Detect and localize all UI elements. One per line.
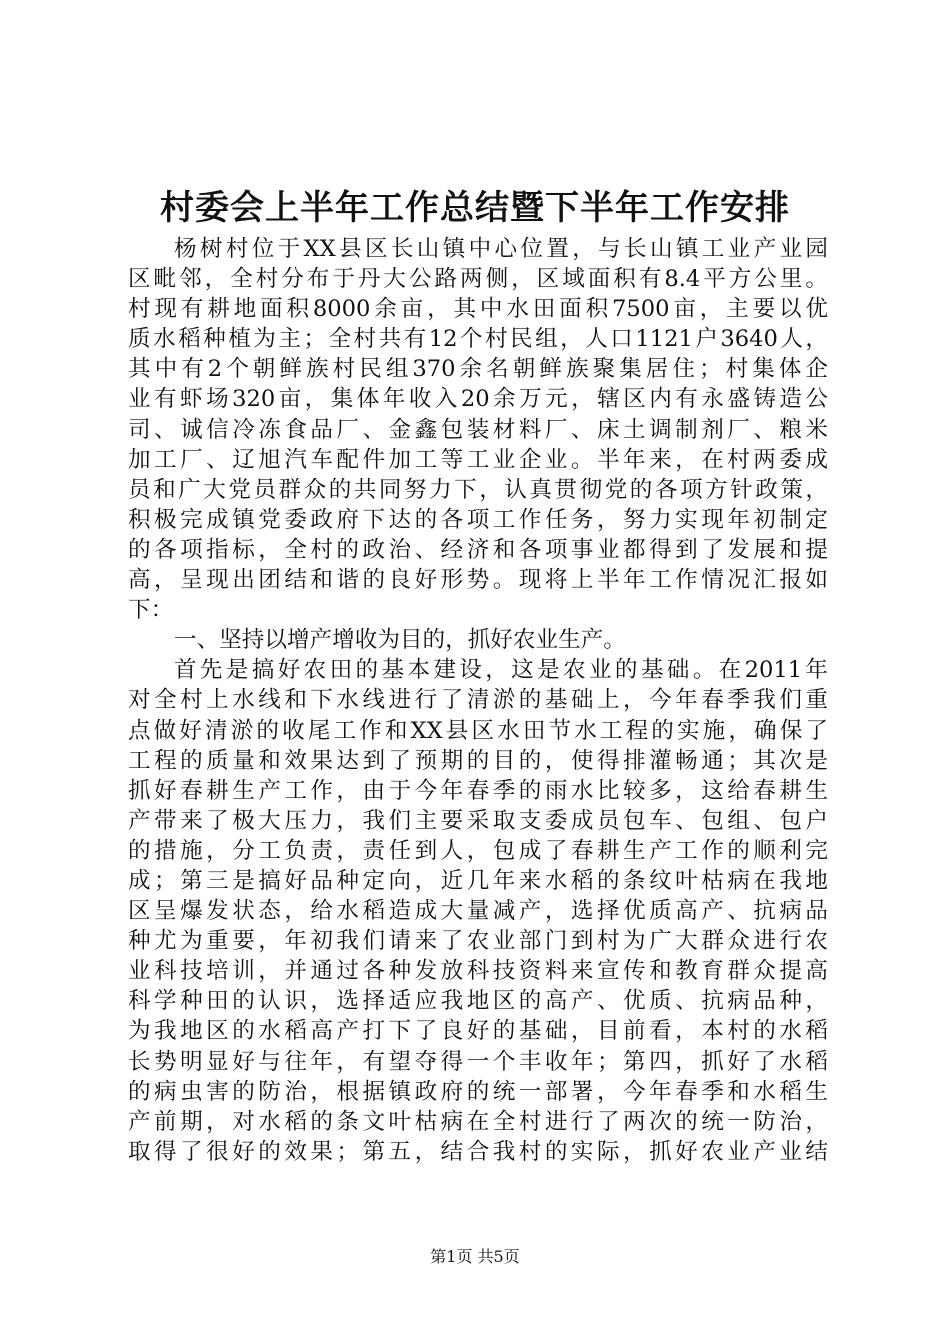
paragraph-line: 业有虾场320亩，集体年收入20余万元，辖区内有永盛铸造公	[128, 386, 828, 413]
paragraph-line: 对全村上水线和下水线进行了清淤的基础上，今年春季我们重	[128, 687, 828, 714]
document-title: 村委会上半年工作总结暨下半年工作安排	[160, 188, 790, 228]
paragraph-line: 高，呈现出团结和谐的良好形势。现将上半年工作情况汇报如	[128, 567, 828, 594]
paragraph-line: 首先是搞好农田的基本建设，这是农业的基础。在2011年	[174, 657, 828, 684]
paragraph-line: 业科技培训，并通过各种发放科技资料来宣传和教育群众提高	[128, 958, 828, 985]
paragraph-line: 质水稻种植为主；全村共有12个村民组，人口1121户3640人，	[128, 326, 828, 353]
paragraph-line: 的病虫害的防治，根据镇政府的统一部署，今年春季和水稻生	[128, 1078, 828, 1105]
section-heading: 一、坚持以增产增收为目的，抓好农业生产。	[174, 627, 626, 654]
paragraph-line: 取得了很好的效果；第五，结合我村的实际，抓好农业产业结	[128, 1138, 828, 1165]
paragraph-line: 种尤为重要，年初我们请来了农业部门到村为广大群众进行农	[128, 928, 828, 955]
paragraph-line: 其中有2个朝鲜族村民组370余名朝鲜族聚集居住；村集体企	[128, 356, 828, 383]
paragraph-line: 科学种田的认识，选择适应我地区的高产、优质、抗病品种，	[128, 988, 828, 1015]
paragraph-line: 区呈爆发状态，给水稻造成大量减产，选择优质高产、抗病品	[128, 898, 828, 925]
document-body	[128, 234, 828, 1167]
paragraph-line: 员和广大党员群众的共同努力下，认真贯彻党的各项方针政策，	[128, 476, 828, 503]
paragraph-line: 产前期，对水稻的条文叶枯病在全村进行了两次的统一防治，	[128, 1108, 828, 1135]
paragraph-line: 村现有耕地面积8000余亩，其中水田面积7500亩，主要以优	[128, 296, 828, 323]
paragraph-line: 的各项指标，全村的政治、经济和各项事业都得到了发展和提	[128, 536, 828, 563]
paragraph-line: 下：	[128, 597, 174, 624]
paragraph-line: 司、诚信冷冻食品厂、金鑫包装材料厂、床土调制剂厂、粮米	[128, 416, 828, 443]
paragraph-line: 产带来了极大压力，我们主要采取支委成员包车、包组、包户	[128, 807, 828, 834]
paragraph-line: 长势明显好与往年，有望夺得一个丰收年；第四，抓好了水稻	[128, 1048, 828, 1075]
page-number: 第1页 共5页	[430, 1247, 520, 1266]
paragraph-line: 为我地区的水稻高产打下了良好的基础，目前看，本村的水稻	[128, 1018, 828, 1045]
paragraph-line: 杨树村位于XX县区长山镇中心位置，与长山镇工业产业园	[174, 236, 828, 262]
paragraph-line: 积极完成镇党委政府下达的各项工作任务，努力实现年初制定	[128, 506, 828, 533]
paragraph-line: 抓好春耕生产工作，由于今年春季的雨水比较多，这给春耕生	[128, 777, 828, 804]
paragraph-line: 区毗邻，全村分布于丹大公路两侧，区域面积有8.4平方公里。	[128, 266, 828, 293]
paragraph-line: 成；第三是搞好品种定向，近几年来水稻的条纹叶枯病在我地	[128, 867, 828, 894]
paragraph-line: 工程的质量和效果达到了预期的目的，使得排灌畅通；其次是	[128, 747, 828, 774]
paragraph-line: 加工厂、辽旭汽车配件加工等工业企业。半年来，在村两委成	[128, 446, 828, 473]
paragraph-line: 点做好清淤的收尾工作和XX县区水田节水工程的实施，确保了	[128, 717, 828, 744]
paragraph-line: 的措施，分工负责，责任到人，包成了春耕生产工作的顺利完	[128, 837, 828, 864]
